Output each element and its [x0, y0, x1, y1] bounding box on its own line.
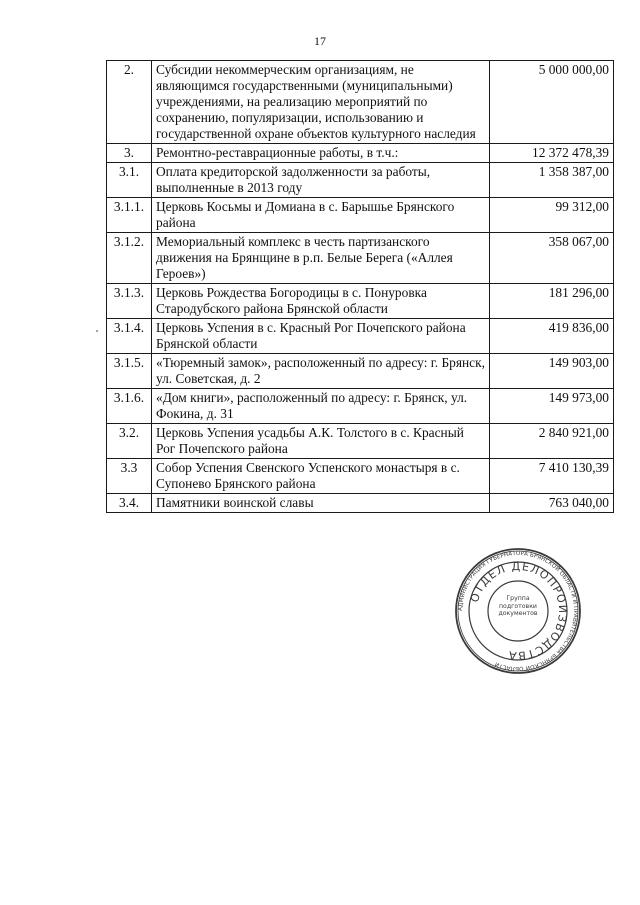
row-number: 3.1.1.	[107, 198, 152, 233]
row-description: «Дом книги», расположенный по адресу: г. Брянск, ул. Фокина, д. 31	[152, 389, 490, 424]
row-number: 3.1.3.	[107, 284, 152, 319]
row-description: Церковь Косьмы и Домиана в с. Барышье Брянского района	[152, 198, 490, 233]
row-description: Церковь Успения усадьбы А.К. Толстого в с. Красный Рог Почепского района	[152, 424, 490, 459]
row-amount: 149 903,00	[490, 354, 614, 389]
row-amount: 1 358 387,00	[490, 163, 614, 198]
budget-table-body	[107, 61, 614, 513]
row-description: Собор Успения Свенского Успенского монастыря в с. Супонево Брянского района	[152, 459, 490, 494]
row-amount: 5 000 000,00	[490, 61, 614, 144]
row-amount: 7 410 130,39	[490, 459, 614, 494]
stamp-inner-text: ОТДЕЛ ДЕЛОПРОИЗВОДСТВА	[467, 559, 570, 663]
table-row	[107, 424, 614, 459]
official-stamp	[454, 547, 582, 675]
row-amount: 358 067,00	[490, 233, 614, 284]
stamp-center-text: Группа подготовки документов	[498, 595, 538, 618]
row-number: 3.3	[107, 459, 152, 494]
row-description: Ремонтно-реставрационные работы, в т.ч.:	[152, 144, 490, 163]
row-description: Мемориальный комплекс в честь партизанского движения на Брянщине в р.п. Белые Берега («Аллея Героев»)	[152, 233, 490, 284]
stamp-icon	[454, 547, 582, 675]
table-row	[107, 354, 614, 389]
row-number: 3.	[107, 144, 152, 163]
budget-table	[106, 60, 614, 513]
table-row	[107, 284, 614, 319]
row-number: 3.1.	[107, 163, 152, 198]
row-description: Субсидии некоммерческим организациям, не являющимся государственными (муниципальными) учреждениями, на реализацию мероприятий по сохранению, популяризации, использованию и государственной охране объектов культурного наследия	[152, 61, 490, 144]
stamp-outer-text: АДМИНИСТРАЦИЯ ГУБЕРНАТОРА БРЯНСКОЙ ОБЛАСТИ И ПРАВИТЕЛЬСТВА БРЯНСКОЙ ОБЛАСТИ	[457, 550, 579, 672]
table-row	[107, 198, 614, 233]
row-number: 2.	[107, 61, 152, 144]
row-amount: 149 973,00	[490, 389, 614, 424]
row-amount: 99 312,00	[490, 198, 614, 233]
row-description: Церковь Успения в с. Красный Рог Почепского района Брянской области	[152, 319, 490, 354]
table-row	[107, 389, 614, 424]
scan-speck	[96, 330, 98, 332]
row-number: 3.4.	[107, 494, 152, 513]
row-description: Оплата кредиторской задолженности за работы, выполненные в 2013 году	[152, 163, 490, 198]
row-amount: 419 836,00	[490, 319, 614, 354]
row-amount: 12 372 478,39	[490, 144, 614, 163]
row-description: Церковь Рождества Богородицы в с. Понуровка Стародубского района Брянской области	[152, 284, 490, 319]
table-row	[107, 163, 614, 198]
page-number: 17	[314, 34, 326, 48]
row-number: 3.2.	[107, 424, 152, 459]
table-row	[107, 459, 614, 494]
table-row	[107, 494, 614, 513]
row-description: «Тюремный замок», расположенный по адресу: г. Брянск, ул. Советская, д. 2	[152, 354, 490, 389]
row-description: Памятники воинской славы	[152, 494, 490, 513]
row-amount: 2 840 921,00	[490, 424, 614, 459]
row-number: 3.1.5.	[107, 354, 152, 389]
row-amount: 181 296,00	[490, 284, 614, 319]
row-number: 3.1.6.	[107, 389, 152, 424]
row-amount: 763 040,00	[490, 494, 614, 513]
row-number: 3.1.2.	[107, 233, 152, 284]
table-row	[107, 233, 614, 284]
table-row	[107, 144, 614, 163]
row-number: 3.1.4.	[107, 319, 152, 354]
table-row	[107, 61, 614, 144]
table-row	[107, 319, 614, 354]
